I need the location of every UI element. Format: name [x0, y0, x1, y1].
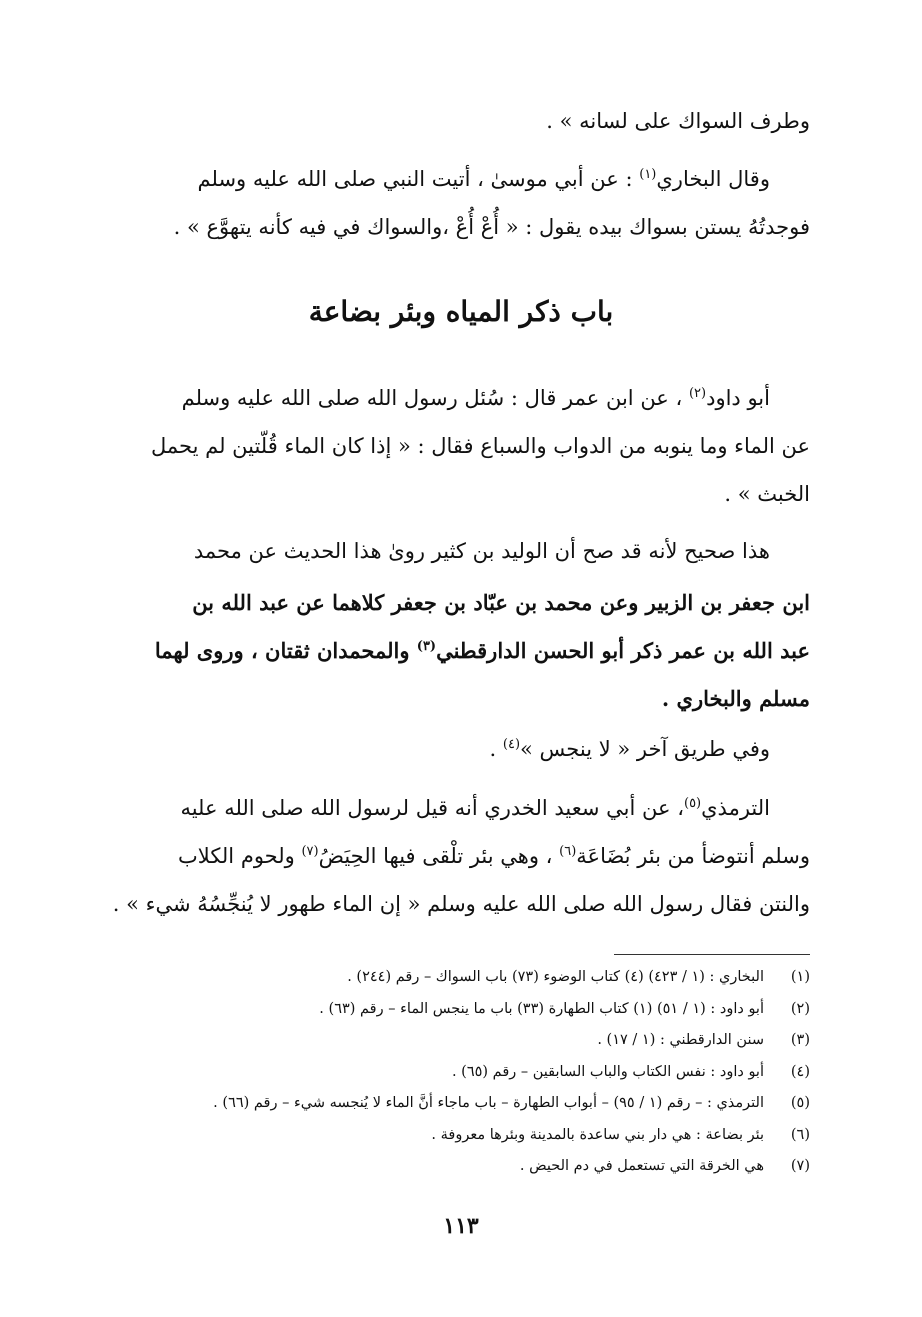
- body-paragraph: [112, 527, 810, 575]
- text-line: وطرف السواك على لسانه » .: [546, 109, 810, 133]
- footnote-number: (٣): [790, 1032, 810, 1048]
- footnote-text: أبو داود : نفس الكتاب والباب السابقين – رقم (٦٥) .: [451, 1063, 764, 1080]
- body-paragraph: [112, 374, 810, 518]
- text-line: [112, 374, 810, 422]
- footnote-number: (٧): [790, 1158, 810, 1174]
- footnote-number: (١): [790, 969, 810, 985]
- footnote-ref: (١): [639, 167, 657, 182]
- footnote-item: [110, 1025, 810, 1057]
- text-line: [112, 832, 810, 880]
- footnote-text: الترمذي : – رقم (١ / ٩٥) – أبواب الطهارة – باب ماجاء أنَّ الماء لا يُنجسه شيء – رقم (٦٦) .: [213, 1095, 764, 1111]
- footnote-text: أبو داود : (١ / ٥١) (١) كتاب الطهارة (٣٣) باب ما ينجس الماء – رقم (٦٣) .: [319, 1000, 764, 1017]
- text-line: [112, 784, 810, 832]
- text-run: وقال البخاري: [656, 167, 770, 191]
- section-heading: باب ذكر المياه وبئر بضاعة: [308, 295, 614, 328]
- text-line: [112, 155, 810, 203]
- text-run: ، وهي بئر تلْقى فيها الحِيَضُ: [318, 844, 560, 868]
- text-run: الترمذي: [701, 796, 770, 820]
- text-run: .: [489, 737, 503, 761]
- footnote-number: (٥): [790, 1095, 810, 1111]
- text-run: ، عن أبي سعيد الخدري أنه قيل لرسول الله صلى الله عليه: [180, 796, 684, 820]
- body-paragraph: [112, 97, 810, 145]
- text-run: : عن أبي موسىٰ ، أتيت النبي صلى الله عليه وسلم: [197, 167, 640, 191]
- text-line: [112, 627, 810, 675]
- footnote-ref: (٢): [688, 386, 707, 401]
- text-run: عبد الله بن عمر ذكر أبو الحسن الدارقطني: [436, 638, 810, 663]
- text-line: [112, 725, 810, 773]
- footnote-item: [110, 1151, 810, 1183]
- footnote-text: بئر بضاعة : هي دار بني ساعدة بالمدينة وبئرها معروفة .: [431, 1126, 764, 1143]
- text-line: هذا صحيح لأنه قد صح أن الوليد بن كثير روىٰ هذا الحديث عن محمد: [193, 539, 770, 563]
- footnote-item: [110, 962, 810, 994]
- footnote-ref: (٣): [416, 639, 437, 654]
- text-run: وسلم أنتوضأ من بئر بُضَاعَة: [576, 844, 810, 868]
- text-run: ، عن ابن عمر قال : سُئل رسول الله صلى الله عليه وسلم: [181, 386, 689, 410]
- footnote-item: [110, 1088, 810, 1120]
- text-line: عن الماء وما ينوبه من الدواب والسباع فقال : « إذا كان الماء قُلّتين لم يحمل: [150, 434, 810, 458]
- footnote-text: البخاري : (١ / ٤٢٣) (٤) كتاب الوضوء (٧٣) باب السواك – رقم (٢٤٤) .: [347, 969, 764, 985]
- footnote-number: (٢): [790, 1000, 810, 1017]
- text-line: مسلم والبخاري .: [661, 686, 810, 711]
- body-paragraph: [112, 155, 810, 251]
- text-run: وفي طريق آخر « لا ينجس »: [520, 737, 770, 761]
- text-line: فوجدتُهُ يستن بسواك بيده يقول : « أُعْ أُعْ ،والسواك في فيه كأنه يتهوَّع » .: [173, 215, 810, 239]
- text-line: والنتن فقال رسول الله صلى الله عليه وسلم « إن الماء طهور لا يُنجِّسُهُ شيء » .: [112, 892, 810, 916]
- footnote-ref: (٤): [502, 737, 521, 752]
- footnote-text: سنن الدارقطني : (١ / ١٧) .: [597, 1032, 764, 1048]
- footnote-text: هي الخرقة التي تستعمل في دم الحيض .: [519, 1158, 764, 1174]
- footnote-ref: (٧): [301, 844, 319, 859]
- body-paragraph: [112, 725, 810, 773]
- text-run: ولحوم الكلاب: [178, 844, 302, 868]
- page-number: ١١٣: [443, 1213, 479, 1239]
- text-run: أبو داود: [706, 386, 770, 410]
- footnote-number: (٦): [790, 1126, 810, 1143]
- text-line: ابن جعفر بن الزبير وعن محمد بن عبّاد بن جعفر كلاهما عن عبد الله بن: [192, 590, 810, 615]
- text-line: الخبث » .: [724, 482, 810, 506]
- footnote-divider: [614, 954, 810, 955]
- footnote-ref: (٦): [559, 844, 577, 859]
- footnote-item: [110, 1120, 810, 1152]
- footnotes-list: [110, 962, 810, 1183]
- body-paragraph: [112, 784, 810, 928]
- footnote-ref: (٥): [683, 796, 702, 811]
- footnote-item: [110, 1057, 810, 1089]
- footnote-number: (٤): [790, 1063, 810, 1080]
- text-run: والمحمدان ثقتان ، وروى لهما: [154, 638, 417, 663]
- body-paragraph-bold: [112, 579, 810, 723]
- footnote-item: [110, 994, 810, 1026]
